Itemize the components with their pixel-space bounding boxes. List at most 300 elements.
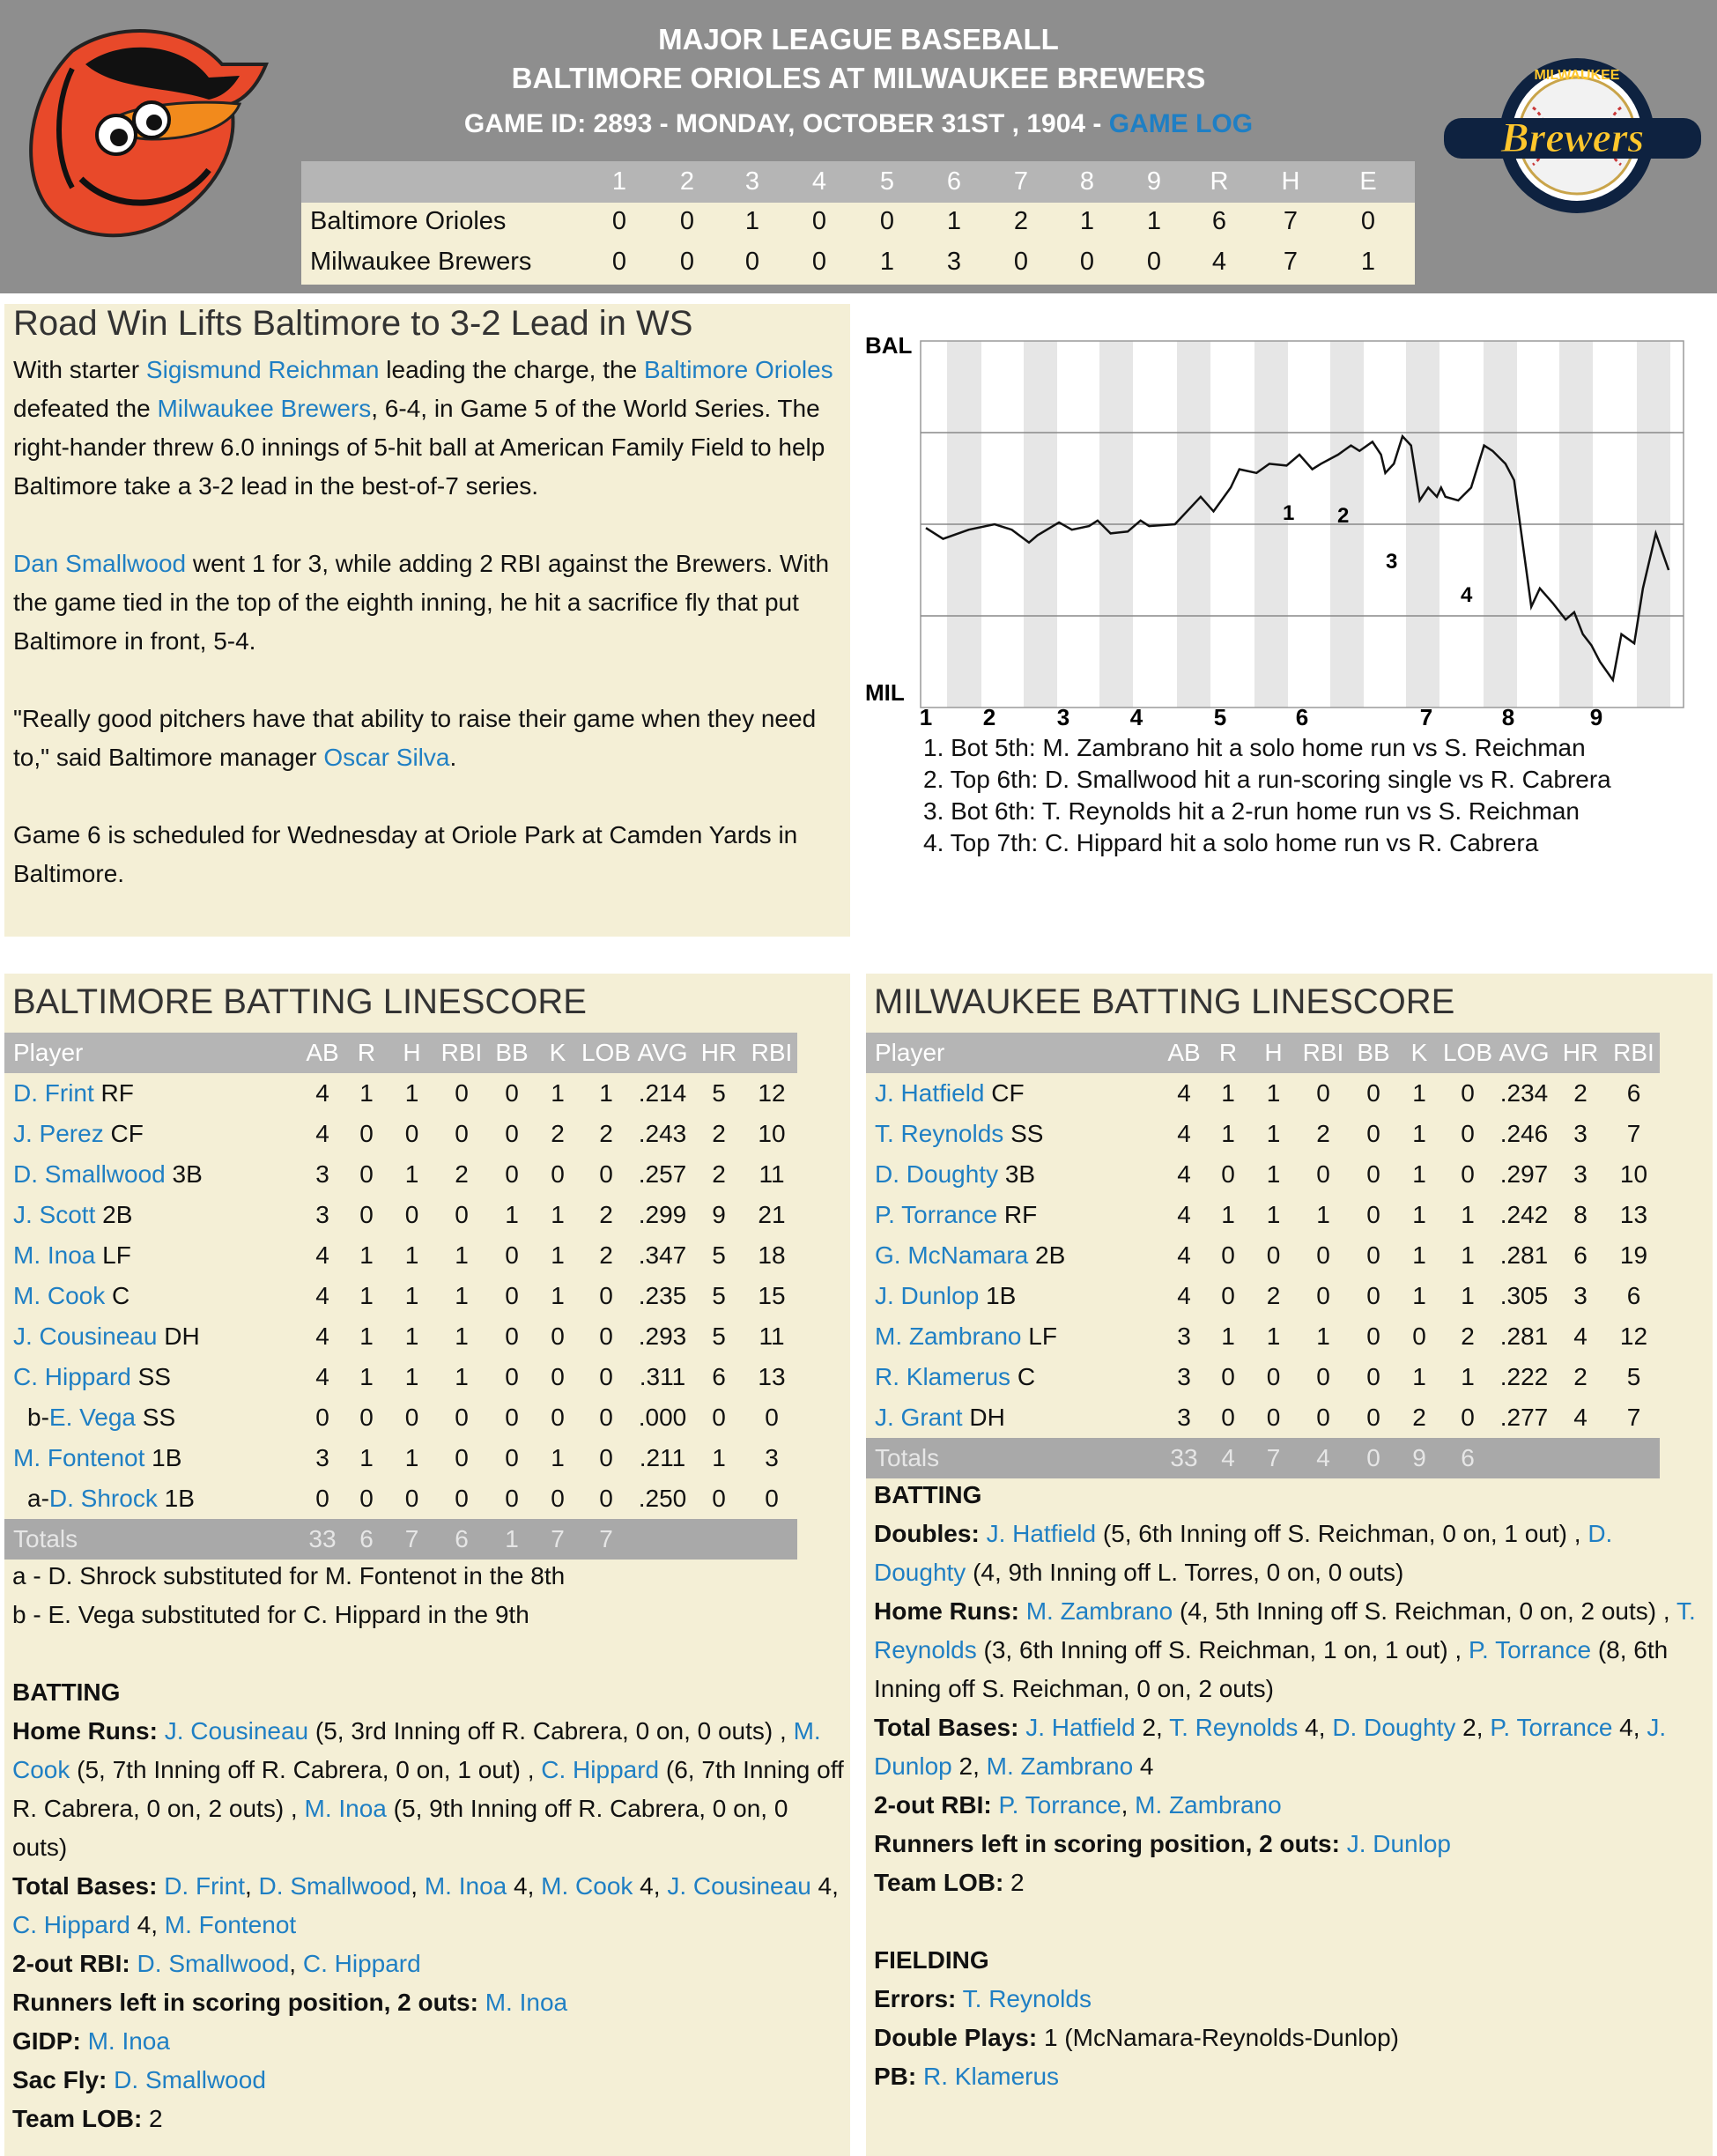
- spacer: [12, 1634, 845, 1673]
- stat-cell: 1: [551, 1201, 565, 1228]
- brewers-wordmark: Brewers: [1500, 115, 1645, 161]
- text-span: [916, 2063, 923, 2090]
- text-span: [980, 1520, 987, 1547]
- player-link[interactable]: C. Hippard: [13, 1363, 131, 1390]
- text-span: , 6-4, in Game 5 of the World Series. The right-hander threw 6.0 innings of 5-hit ball at American Family Field to help Baltimore take a 3-2 lead in the best-of-7 series.: [13, 395, 825, 500]
- stat-cell: 0: [404, 1485, 419, 1512]
- player-link[interactable]: T. Reynolds: [875, 1120, 1004, 1147]
- stat-cell: 1: [505, 1201, 519, 1228]
- table-row: [4, 1154, 797, 1195]
- stat-cell: 0: [1266, 1363, 1281, 1390]
- linescore-table: [301, 161, 1415, 285]
- stat-label: PB:: [874, 2063, 917, 2090]
- stat-label: Team LOB:: [874, 1869, 1004, 1896]
- batting-stat-line: [874, 1863, 1706, 1902]
- text-span: (5, 7th Inning off R. Cabrera, 0 on, 1 out) ,: [70, 1756, 542, 1783]
- linescore-value: 7: [1283, 207, 1299, 235]
- player-link[interactable]: J. Grant: [875, 1404, 963, 1431]
- stat-cell: 1: [359, 1079, 374, 1107]
- table-row: [4, 1276, 797, 1316]
- text-span: [158, 1717, 165, 1745]
- stat-cell: 1: [1266, 1120, 1281, 1147]
- player-link[interactable]: M. Inoa: [304, 1795, 387, 1822]
- stat-cell: 21: [758, 1201, 786, 1228]
- game-story: [4, 304, 850, 937]
- text-span: 4: [1133, 1752, 1154, 1780]
- linescore-col-9: 9: [1146, 167, 1162, 196]
- stat-cell: .281: [1499, 1241, 1549, 1269]
- stat-cell: 4: [315, 1322, 329, 1350]
- player-link[interactable]: T. Reynolds: [962, 1985, 1092, 2012]
- text-span: ,: [244, 1872, 259, 1900]
- stat-cell: 13: [758, 1363, 786, 1390]
- stat-cell: 0: [1461, 1079, 1475, 1107]
- player-link[interactable]: Dan Smallwood: [13, 550, 187, 577]
- table-header-row: [4, 1033, 797, 1073]
- stat-cell: 0: [1366, 1160, 1380, 1188]
- stat-cell: 1: [359, 1241, 374, 1269]
- text-span: Game 6 is scheduled for Wednesday at Oriole Park at Camden Yards in Baltimore.: [13, 821, 798, 887]
- linescore-value: 0: [611, 248, 627, 276]
- player-cell: [866, 1154, 1161, 1195]
- linescore-value: 1: [1146, 207, 1162, 235]
- stat-cell: 6: [1573, 1241, 1587, 1269]
- stat-cell: 0: [765, 1404, 779, 1431]
- stat-cell: 3: [1573, 1160, 1587, 1188]
- text-span: (5, 9th Inning off R. Cabrera, 0 on, 0 outs): [12, 1795, 788, 1861]
- stat-cell: 0: [1461, 1404, 1475, 1431]
- totals-cell: 7: [537, 1519, 579, 1560]
- player-link[interactable]: D. Smallwood: [114, 2066, 266, 2093]
- stat-cell: 2: [599, 1201, 613, 1228]
- table-row: [866, 1235, 1660, 1276]
- linescore-value: 0: [744, 248, 760, 276]
- column-header: R: [1207, 1033, 1249, 1073]
- linescore-value: 0: [1013, 248, 1029, 276]
- player-link[interactable]: J. Cousineau: [13, 1322, 158, 1350]
- column-header: K: [1398, 1033, 1440, 1073]
- stat-cell: 5: [712, 1322, 726, 1350]
- batting-stat-line: [874, 1515, 1706, 1592]
- player-link[interactable]: M. Fontenot: [13, 1444, 145, 1471]
- game-header: [0, 0, 1717, 293]
- table-row: [866, 1357, 1660, 1397]
- stat-cell: 0: [1366, 1079, 1380, 1107]
- column-header: Player: [4, 1033, 300, 1073]
- player-link[interactable]: D. Smallwood: [137, 1950, 290, 1977]
- stat-cell: 0: [455, 1201, 469, 1228]
- stat-cell: 3: [1573, 1120, 1587, 1147]
- stat-cell: 0: [505, 1444, 519, 1471]
- stat-cell: 1: [1221, 1120, 1235, 1147]
- player-cell: [4, 1316, 300, 1357]
- batting-stat-line: [874, 1825, 1706, 1863]
- stat-cell: 1: [1412, 1241, 1426, 1269]
- stat-cell: 1: [1266, 1160, 1281, 1188]
- player-link[interactable]: Sigismund Reichman: [145, 356, 380, 383]
- linescore-value: 0: [879, 207, 895, 235]
- batting-heading: BATTING: [12, 1678, 121, 1706]
- player-cell: [866, 1195, 1161, 1235]
- player-link[interactable]: M. Zambrano: [875, 1322, 1022, 1350]
- stat-cell: 1: [404, 1322, 419, 1350]
- player-link[interactable]: M. Inoa: [485, 1989, 568, 2016]
- player-link[interactable]: D. Doughty: [874, 1520, 1613, 1586]
- column-header: RBI: [1608, 1033, 1660, 1073]
- totals-label: Totals: [4, 1519, 300, 1560]
- stat-cell: 1: [1266, 1322, 1281, 1350]
- stat-label: Home Runs:: [12, 1717, 158, 1745]
- text-span: ,: [411, 1872, 425, 1900]
- totals-cell: 6: [1440, 1438, 1495, 1478]
- player-position: SS: [136, 1404, 176, 1431]
- event-marker-1: 1: [1283, 501, 1295, 525]
- linescore-col-H: H: [1281, 167, 1300, 196]
- player-link[interactable]: Milwaukee Brewers: [157, 395, 372, 422]
- table-row: [4, 1114, 797, 1154]
- text-span: (5, 6th Inning off S. Reichman, 0 on, 1 out) ,: [1096, 1520, 1588, 1547]
- stat-cell: 0: [599, 1404, 613, 1431]
- stat-cell: 1: [404, 1444, 419, 1471]
- player-link[interactable]: M. Inoa: [13, 1241, 96, 1269]
- player-cell: [4, 1357, 300, 1397]
- text-span: .: [449, 744, 457, 771]
- stat-cell: .250: [638, 1485, 687, 1512]
- text-span: (4, 5th Inning off S. Reichman, 0 on, 2 outs) ,: [1173, 1597, 1676, 1625]
- stat-cell: 1: [455, 1322, 469, 1350]
- stat-cell: 3: [1177, 1363, 1191, 1390]
- stat-cell: 4: [1573, 1404, 1587, 1431]
- stat-cell: 0: [551, 1160, 565, 1188]
- player-link[interactable]: D. Doughty: [875, 1160, 999, 1188]
- column-header: BB: [487, 1033, 537, 1073]
- batting-stat-line: [874, 1786, 1706, 1825]
- player-link[interactable]: P. Torrance: [998, 1791, 1121, 1819]
- linescore-col-4: 4: [811, 167, 827, 196]
- table-row: [866, 1195, 1660, 1235]
- player-link[interactable]: R. Klamerus: [875, 1363, 1011, 1390]
- totals-cell: [1495, 1438, 1553, 1478]
- x-tick-label: 7: [1419, 704, 1433, 727]
- stat-cell: 4: [1177, 1079, 1191, 1107]
- player-link[interactable]: J. Dunlop: [874, 1714, 1667, 1780]
- player-link[interactable]: Baltimore Orioles: [643, 356, 833, 383]
- linescore-value: 0: [1146, 248, 1162, 276]
- player-position: RF: [93, 1079, 134, 1107]
- player-link[interactable]: M. Zambrano: [1025, 1597, 1173, 1625]
- stat-cell: 15: [758, 1282, 786, 1309]
- stat-cell: 1: [712, 1444, 726, 1471]
- stat-cell: 0: [455, 1120, 469, 1147]
- stat-cell: .293: [638, 1322, 687, 1350]
- baltimore-batting-panel: [4, 974, 850, 2156]
- player-link[interactable]: M. Cook: [12, 1717, 821, 1783]
- player-cell: [4, 1195, 300, 1235]
- stat-cell: 0: [315, 1485, 329, 1512]
- stat-cell: 1: [1412, 1282, 1426, 1309]
- stat-cell: 1: [359, 1444, 374, 1471]
- stat-label: Home Runs:: [874, 1597, 1019, 1625]
- stat-cell: 0: [1316, 1282, 1330, 1309]
- stat-cell: 7: [1626, 1404, 1641, 1431]
- player-position: DH: [157, 1322, 200, 1350]
- baltimore-batting-title: BALTIMORE BATTING LINESCORE: [12, 982, 587, 1021]
- linescore-value: 0: [811, 207, 827, 235]
- player-link[interactable]: J. Dunlop: [875, 1282, 980, 1309]
- player-link[interactable]: T. Reynolds: [1169, 1714, 1299, 1741]
- totals-cell: 7: [579, 1519, 633, 1560]
- player-link[interactable]: P. Torrance: [875, 1201, 998, 1228]
- linescore-value: 0: [679, 248, 695, 276]
- linescore-value: 4: [1211, 248, 1227, 276]
- player-link[interactable]: D. Shrock: [48, 1485, 158, 1512]
- player-link[interactable]: J. Perez: [13, 1120, 104, 1147]
- stat-cell: 3: [315, 1160, 329, 1188]
- chart-note: 3. Bot 6th: T. Reynolds hit a 2-run home run vs S. Reichman: [923, 797, 1580, 825]
- player-link[interactable]: P. Torrance: [1468, 1636, 1592, 1663]
- column-header: BB: [1349, 1033, 1398, 1073]
- text-span: "Really good pitchers have that ability to raise their game when they need to," said Baltimore manager: [13, 705, 817, 771]
- stat-cell: 0: [505, 1160, 519, 1188]
- linescore-col-8: 8: [1079, 167, 1095, 196]
- player-link[interactable]: D. Frint: [13, 1079, 94, 1107]
- player-position: LF: [1021, 1322, 1057, 1350]
- player-link[interactable]: C. Hippard: [12, 1911, 130, 1938]
- stat-cell: 0: [455, 1485, 469, 1512]
- game-info-text: GAME ID: 2893 - MONDAY, OCTOBER 31ST , 1904 -: [463, 109, 1109, 138]
- totals-cell: [1608, 1438, 1660, 1478]
- text-span: 4,: [633, 1872, 668, 1900]
- stat-cell: 0: [599, 1444, 613, 1471]
- stat-cell: 2: [712, 1160, 726, 1188]
- stat-cell: 1: [1461, 1282, 1475, 1309]
- stat-cell: 1: [1412, 1160, 1426, 1188]
- linescore-value: 7: [1283, 248, 1299, 276]
- fielding-heading: FIELDING: [874, 1946, 989, 1974]
- player-position: 1B: [157, 1485, 195, 1512]
- stat-cell: 0: [505, 1241, 519, 1269]
- player-cell: [866, 1276, 1161, 1316]
- stat-cell: .000: [638, 1404, 687, 1431]
- stat-cell: 2: [1266, 1282, 1281, 1309]
- text-span: 2,: [951, 1752, 987, 1780]
- stat-cell: 0: [599, 1485, 613, 1512]
- player-link[interactable]: E. Vega: [48, 1404, 136, 1431]
- linescore-value: 1: [879, 248, 895, 276]
- stat-cell: 1: [404, 1282, 419, 1309]
- player-link[interactable]: D. Frint: [164, 1872, 245, 1900]
- game-log-link[interactable]: GAME LOG: [1108, 109, 1254, 138]
- milwaukee-notes: [874, 1476, 1706, 2096]
- batting-stat-line: [12, 2022, 845, 2061]
- linescore-value: 1: [946, 207, 962, 235]
- linescore-value: 1: [1079, 207, 1095, 235]
- stat-cell: 4: [1177, 1282, 1191, 1309]
- x-tick-label: 1: [919, 704, 933, 727]
- table-row: [4, 1195, 797, 1235]
- batting-stat-line: [12, 1867, 845, 1945]
- stat-cell: 0: [359, 1120, 374, 1147]
- stat-cell: 2: [1316, 1120, 1330, 1147]
- stat-cell: 1: [359, 1282, 374, 1309]
- player-cell: [866, 1114, 1161, 1154]
- player-link[interactable]: P. Torrance: [1490, 1714, 1613, 1741]
- stat-cell: 1: [359, 1363, 374, 1390]
- column-header: AVG: [1495, 1033, 1553, 1073]
- stat-cell: 0: [1266, 1241, 1281, 1269]
- text-span: 2,: [1135, 1714, 1170, 1741]
- stat-cell: 1: [1266, 1201, 1281, 1228]
- stat-cell: 0: [1316, 1160, 1330, 1188]
- stat-cell: 1: [1461, 1201, 1475, 1228]
- sub-prefix: b-: [27, 1404, 49, 1431]
- totals-cell: 4: [1298, 1438, 1349, 1478]
- column-header: AB: [1161, 1033, 1207, 1073]
- stat-cell: 18: [758, 1241, 786, 1269]
- stat-cell: 1: [1461, 1241, 1475, 1269]
- stat-cell: .257: [638, 1160, 687, 1188]
- player-link[interactable]: M. Zambrano: [986, 1752, 1134, 1780]
- stat-cell: 1: [455, 1363, 469, 1390]
- player-link[interactable]: C. Hippard: [302, 1950, 421, 1977]
- stat-cell: 8: [1573, 1201, 1587, 1228]
- player-link[interactable]: J. Cousineau: [667, 1872, 811, 1900]
- stat-cell: 1: [551, 1241, 565, 1269]
- stat-cell: 0: [1366, 1363, 1380, 1390]
- text-span: 4,: [507, 1872, 542, 1900]
- stat-label: Runners left in scoring position, 2 outs:: [12, 1989, 478, 2016]
- player-link[interactable]: M. Inoa: [87, 2027, 170, 2055]
- linescore-value: 3: [946, 248, 962, 276]
- stat-cell: .211: [639, 1444, 686, 1471]
- stat-cell: 5: [1626, 1363, 1641, 1390]
- stat-cell: 1: [455, 1241, 469, 1269]
- player-link[interactable]: M. Fontenot: [164, 1911, 297, 1938]
- player-link[interactable]: J. Dunlop: [1346, 1830, 1451, 1857]
- table-header-row: [866, 1033, 1660, 1073]
- linescore-value: 0: [679, 207, 695, 235]
- milwaukee-batting-table: [866, 1033, 1660, 1478]
- text-span: [107, 2066, 114, 2093]
- text-span: [478, 1989, 485, 2016]
- stat-cell: 1: [1221, 1079, 1235, 1107]
- column-header: Player: [866, 1033, 1161, 1073]
- x-tick-label: 6: [1295, 704, 1309, 727]
- totals-cell: 7: [1249, 1438, 1298, 1478]
- linescore-value: 0: [1360, 207, 1376, 235]
- stat-cell: 0: [505, 1120, 519, 1147]
- stat-cell: 3: [765, 1444, 779, 1471]
- stat-cell: 6: [1626, 1282, 1641, 1309]
- stat-cell: .277: [1499, 1404, 1549, 1431]
- batting-stat-line: [874, 1592, 1706, 1708]
- table-row: [866, 1073, 1660, 1114]
- sub-prefix: a-: [27, 1485, 49, 1512]
- stat-cell: 0: [1366, 1404, 1380, 1431]
- stat-cell: 1: [1412, 1363, 1426, 1390]
- stat-cell: 0: [599, 1160, 613, 1188]
- player-position: CF: [984, 1079, 1025, 1107]
- player-link[interactable]: C. Hippard: [541, 1756, 660, 1783]
- stat-cell: 1: [551, 1079, 565, 1107]
- player-link[interactable]: J. Hatfield: [1025, 1714, 1136, 1741]
- linescore-value: 1: [1360, 248, 1376, 276]
- column-header: HR: [692, 1033, 746, 1073]
- stat-cell: 0: [1461, 1120, 1475, 1147]
- player-link[interactable]: R. Klamerus: [923, 2063, 1060, 2090]
- story-paragraph-1: [13, 351, 846, 506]
- stat-cell: 0: [359, 1404, 374, 1431]
- player-position: CF: [103, 1120, 144, 1147]
- text-span: 2: [1003, 1869, 1025, 1896]
- linescore-col-7: 7: [1013, 167, 1029, 196]
- table-row: [866, 1154, 1660, 1195]
- stat-cell: 0: [1221, 1282, 1235, 1309]
- brewers-ring-text: MILWAUKEE: [1534, 68, 1620, 83]
- x-tick-label: 5: [1213, 704, 1227, 727]
- player-link[interactable]: J. Hatfield: [875, 1079, 985, 1107]
- stat-cell: 0: [1366, 1322, 1380, 1350]
- player-link[interactable]: G. McNamara: [875, 1241, 1029, 1269]
- player-link[interactable]: J. Cousineau: [164, 1717, 309, 1745]
- fielding-stat-line: [874, 1980, 1706, 2019]
- stat-cell: 0: [505, 1282, 519, 1309]
- player-link[interactable]: J. Hatfield: [986, 1520, 1097, 1547]
- totals-cell: 33: [300, 1519, 345, 1560]
- stat-cell: 2: [712, 1120, 726, 1147]
- x-tick-label: 3: [1056, 704, 1070, 727]
- stat-cell: 6: [1626, 1079, 1641, 1107]
- player-link[interactable]: M. Cook: [13, 1282, 106, 1309]
- stat-cell: .234: [1499, 1079, 1549, 1107]
- player-link[interactable]: J. Scott: [13, 1201, 96, 1228]
- stat-cell: 5: [712, 1079, 726, 1107]
- linescore-col-3: 3: [744, 167, 760, 196]
- fielding-stat-line: [874, 2019, 1706, 2057]
- milwaukee-batting-title: MILWAUKEE BATTING LINESCORE: [874, 982, 1455, 1021]
- linescore-value: 1: [744, 207, 760, 235]
- player-position: 3B: [165, 1160, 203, 1188]
- story-paragraph-4: [13, 816, 846, 893]
- linescore-col-5: 5: [879, 167, 895, 196]
- x-tick-label: 8: [1501, 704, 1515, 727]
- player-link[interactable]: Oscar Silva: [323, 744, 450, 771]
- stat-cell: 0: [599, 1363, 613, 1390]
- stat-cell: 10: [1619, 1160, 1648, 1188]
- text-span: [1019, 1597, 1026, 1625]
- stat-cell: 4: [1177, 1241, 1191, 1269]
- totals-cell: 1: [487, 1519, 537, 1560]
- linescore-value: 0: [1079, 248, 1095, 276]
- batting-stat-line: [12, 2100, 845, 2138]
- player-link[interactable]: D. Smallwood: [13, 1160, 166, 1188]
- player-link[interactable]: D. Doughty: [1332, 1714, 1456, 1741]
- player-link[interactable]: T. Reynolds: [874, 1597, 1696, 1663]
- player-cell: [4, 1073, 300, 1114]
- fielding-stat-line: [874, 2057, 1706, 2096]
- stat-label: GIDP:: [12, 2027, 81, 2055]
- stat-cell: 1: [404, 1363, 419, 1390]
- player-link[interactable]: D. Smallwood: [258, 1872, 411, 1900]
- player-link[interactable]: M. Zambrano: [1135, 1791, 1282, 1819]
- table-row: [4, 1397, 797, 1438]
- table-row: [4, 1478, 797, 1519]
- player-link[interactable]: M. Inoa: [424, 1872, 507, 1900]
- column-header: RBI: [436, 1033, 487, 1073]
- player-link[interactable]: M. Cook: [541, 1872, 633, 1900]
- totals-cell: 9: [1398, 1438, 1440, 1478]
- stat-cell: 1: [1461, 1363, 1475, 1390]
